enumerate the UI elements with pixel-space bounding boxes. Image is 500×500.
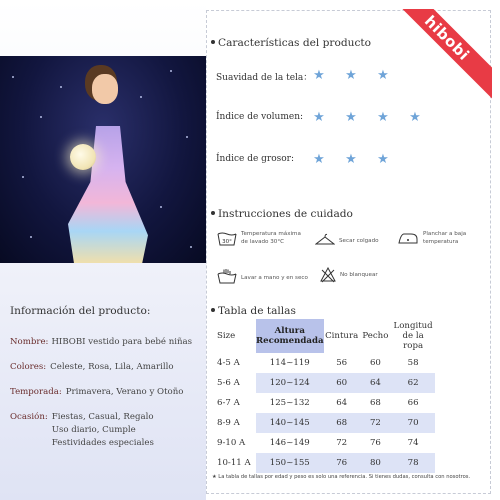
table-cell: 70 [391,413,435,433]
star-icon: ★ [313,152,325,167]
rating-stars [303,111,431,124]
table-cell: 72 [360,413,392,433]
moon-lamp [70,144,96,170]
star-icon: ★ [345,110,357,125]
info-row-season [10,386,202,399]
table-row [213,353,435,373]
iron-low-icon [397,231,419,245]
wash-30-icon [217,231,237,247]
table-cell: 60 [324,373,360,393]
col-header: Size [217,331,236,341]
product-photo [0,56,206,263]
table-cell: 9-10 A [217,438,246,448]
table-row [213,433,435,453]
feature-label: Suavidad de la tela： [216,73,313,83]
hanger-icon [315,233,335,247]
star-icon: ★ [377,68,389,83]
info-key: Ocasión: [10,412,48,422]
bullet-icon [211,211,215,215]
size-table-title-text: Tabla de tallas [218,305,296,317]
size-table-header-row [213,319,435,353]
care-item-iron [397,231,466,246]
table-cell: 8-9 A [217,418,240,428]
brand-logo: hibobi [392,9,492,99]
table-cell: 68 [369,398,381,408]
table-cell: 62 [391,373,435,393]
svg-text:30°: 30° [222,239,232,245]
info-key: Colores: [10,362,47,372]
feature-label: Índice de grosor: [216,154,295,164]
table-row [213,393,435,413]
left-column [0,0,206,500]
table-cell: 58 [407,358,419,368]
table-cell: 4-5 A [217,358,240,368]
no-bleach-icon [320,267,336,283]
table-cell: 140~145 [256,413,324,433]
star-icon: ★ [345,68,357,83]
care-item-no-bleach [320,267,378,283]
care-title [211,208,353,220]
table-row [213,373,435,393]
table-cell: 80 [360,453,392,473]
table-cell: 76 [369,438,381,448]
bullet-icon [211,40,215,44]
details-panel [206,10,491,494]
star-icon: ★ [313,68,325,83]
model-head [92,74,118,104]
info-key: Temporada: [10,387,62,397]
star-icon: ★ [409,110,421,125]
info-row-name [10,336,202,349]
table-row [213,453,435,473]
table-cell: 114~119 [269,358,310,368]
info-value: Primavera, Verano y Otoño [65,387,184,397]
care-text: Planchar a baja [423,231,467,237]
col-header: Cintura [325,331,359,341]
table-cell: 56 [336,358,348,368]
star-icon: ★ [313,110,325,125]
star-icon: ★ [377,152,389,167]
size-table-title [211,305,296,317]
table-cell: 78 [391,453,435,473]
care-item-handwash [217,268,308,285]
table-cell: 146~149 [269,438,310,448]
care-item-hang [315,233,379,247]
product-info [10,305,202,462]
feature-label: Índice de volumen: [216,112,304,122]
occasion-line: Uso diario, Cumple [51,425,136,435]
rating-stars [303,69,399,82]
care-text: Lavar a mano y en seco [241,275,308,281]
occasion-line: Fiestas, Casual, Regalo [51,412,154,422]
table-cell: 60 [369,358,381,368]
care-item-wash [217,231,301,247]
table-cell: 6-7 A [217,398,240,408]
features-title-text: Características del producto [218,37,372,49]
table-cell: 64 [336,398,348,408]
table-cell: 68 [324,413,360,433]
info-row-occasion [10,411,202,450]
care-text: Secar colgado [339,238,379,244]
star-icon: ★ [345,152,357,167]
occasion-line: Festividades especiales [51,438,154,448]
size-table-footnote: ★ La tabla de tallas por edad y peso es solo una referencia. Si tienes dudas, consulta con nosotros. [212,474,471,480]
info-key: Nombre: [10,337,49,347]
table-cell: 150~155 [256,453,324,473]
care-text: No blanquear [340,272,378,278]
care-title-text: Instrucciones de cuidado [218,208,353,220]
care-text: temperatura [423,238,459,245]
star-icon: ★ [377,110,389,125]
bullet-icon [211,308,215,312]
table-cell: 74 [407,438,419,448]
table-cell: 125~132 [269,398,310,408]
info-row-colors [10,361,202,374]
info-value: HIBOBI vestido para bebé niñas [51,337,193,347]
col-header: Altura Recomendada [256,319,324,353]
table-cell: 66 [407,398,419,408]
table-cell: 72 [336,438,348,448]
table-cell: 76 [324,453,360,473]
col-header: Longitud de la ropa [393,321,433,351]
table-cell: 120~124 [256,373,324,393]
size-table [213,319,435,473]
col-header: Pecho [362,331,389,341]
rating-stars [303,153,399,166]
info-value: Celeste, Rosa, Lila, Amarillo [50,362,174,372]
care-text: de lavado 30°C [241,238,285,245]
table-cell: 5-6 A [217,378,240,388]
table-cell: 10-11 A [217,458,251,468]
table-row [213,413,435,433]
product-info-title: Información del producto: [10,305,151,317]
brand-ribbon [392,9,492,109]
hand-wash-icon [217,268,237,285]
features-title [211,37,371,49]
table-cell: 64 [360,373,392,393]
care-text: Temperatura máxima [241,231,301,237]
info-value [52,411,154,450]
